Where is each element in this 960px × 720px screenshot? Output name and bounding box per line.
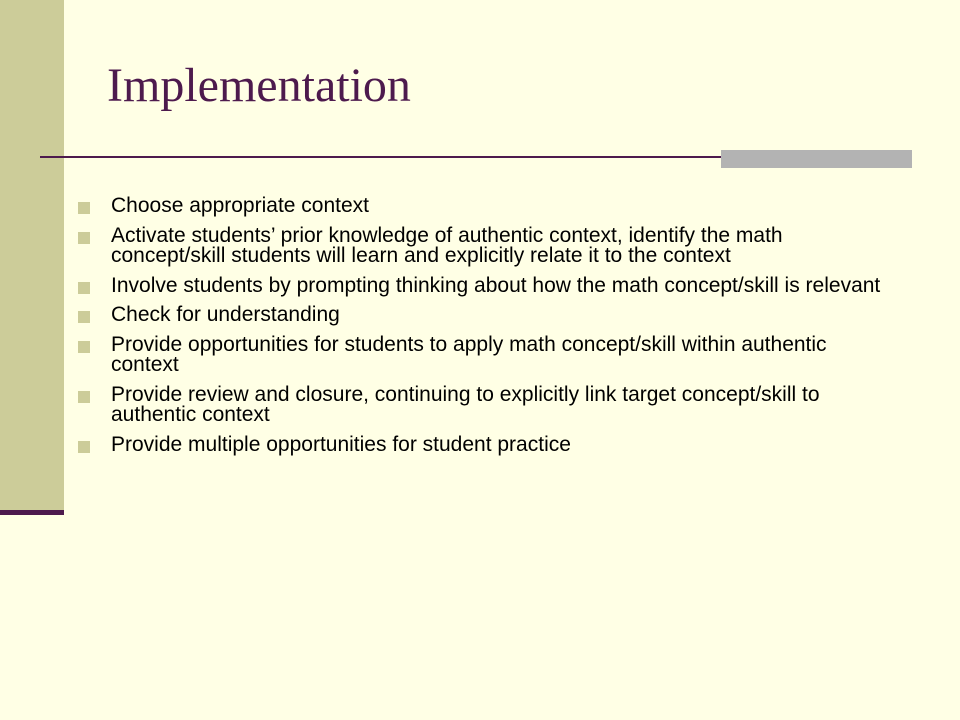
bullet-item [78, 432, 898, 456]
bullet-item [78, 273, 898, 297]
square-bullet-icon [78, 341, 90, 353]
bullet-text: Provide opportunities for students to apply math concept/skill within authentic context [111, 332, 827, 376]
left-accent-bar-rule [0, 510, 64, 515]
bullet-text: Involve students by prompting thinking about how the math concept/skill is relevant [111, 273, 881, 297]
bullet-item [78, 332, 898, 376]
square-bullet-icon [78, 282, 90, 294]
bullet-text: Provide multiple opportunities for student practice [111, 432, 571, 456]
square-bullet-icon [78, 202, 90, 214]
square-bullet-icon [78, 441, 90, 453]
left-accent-bar [0, 0, 64, 510]
bullet-item [78, 196, 898, 217]
bullet-item [78, 223, 898, 267]
square-bullet-icon [78, 311, 90, 323]
bullet-item [78, 382, 898, 426]
bullet-text: Check for understanding [111, 303, 340, 326]
square-bullet-icon [78, 391, 90, 403]
bullet-text: Choose appropriate context [111, 194, 369, 217]
slide-title: Implementation [107, 59, 411, 112]
bullet-text: Provide review and closure, continuing to explicitly link target concept/skill to authentic context [111, 382, 820, 426]
square-bullet-icon [78, 232, 90, 244]
bullet-list [78, 196, 898, 464]
bullet-text: Activate students’ prior knowledge of authentic context, identify the math concept/skill students will learn and explicitly relate it to the context [111, 223, 783, 267]
title-divider-accent [721, 150, 912, 168]
bullet-item [78, 305, 898, 326]
